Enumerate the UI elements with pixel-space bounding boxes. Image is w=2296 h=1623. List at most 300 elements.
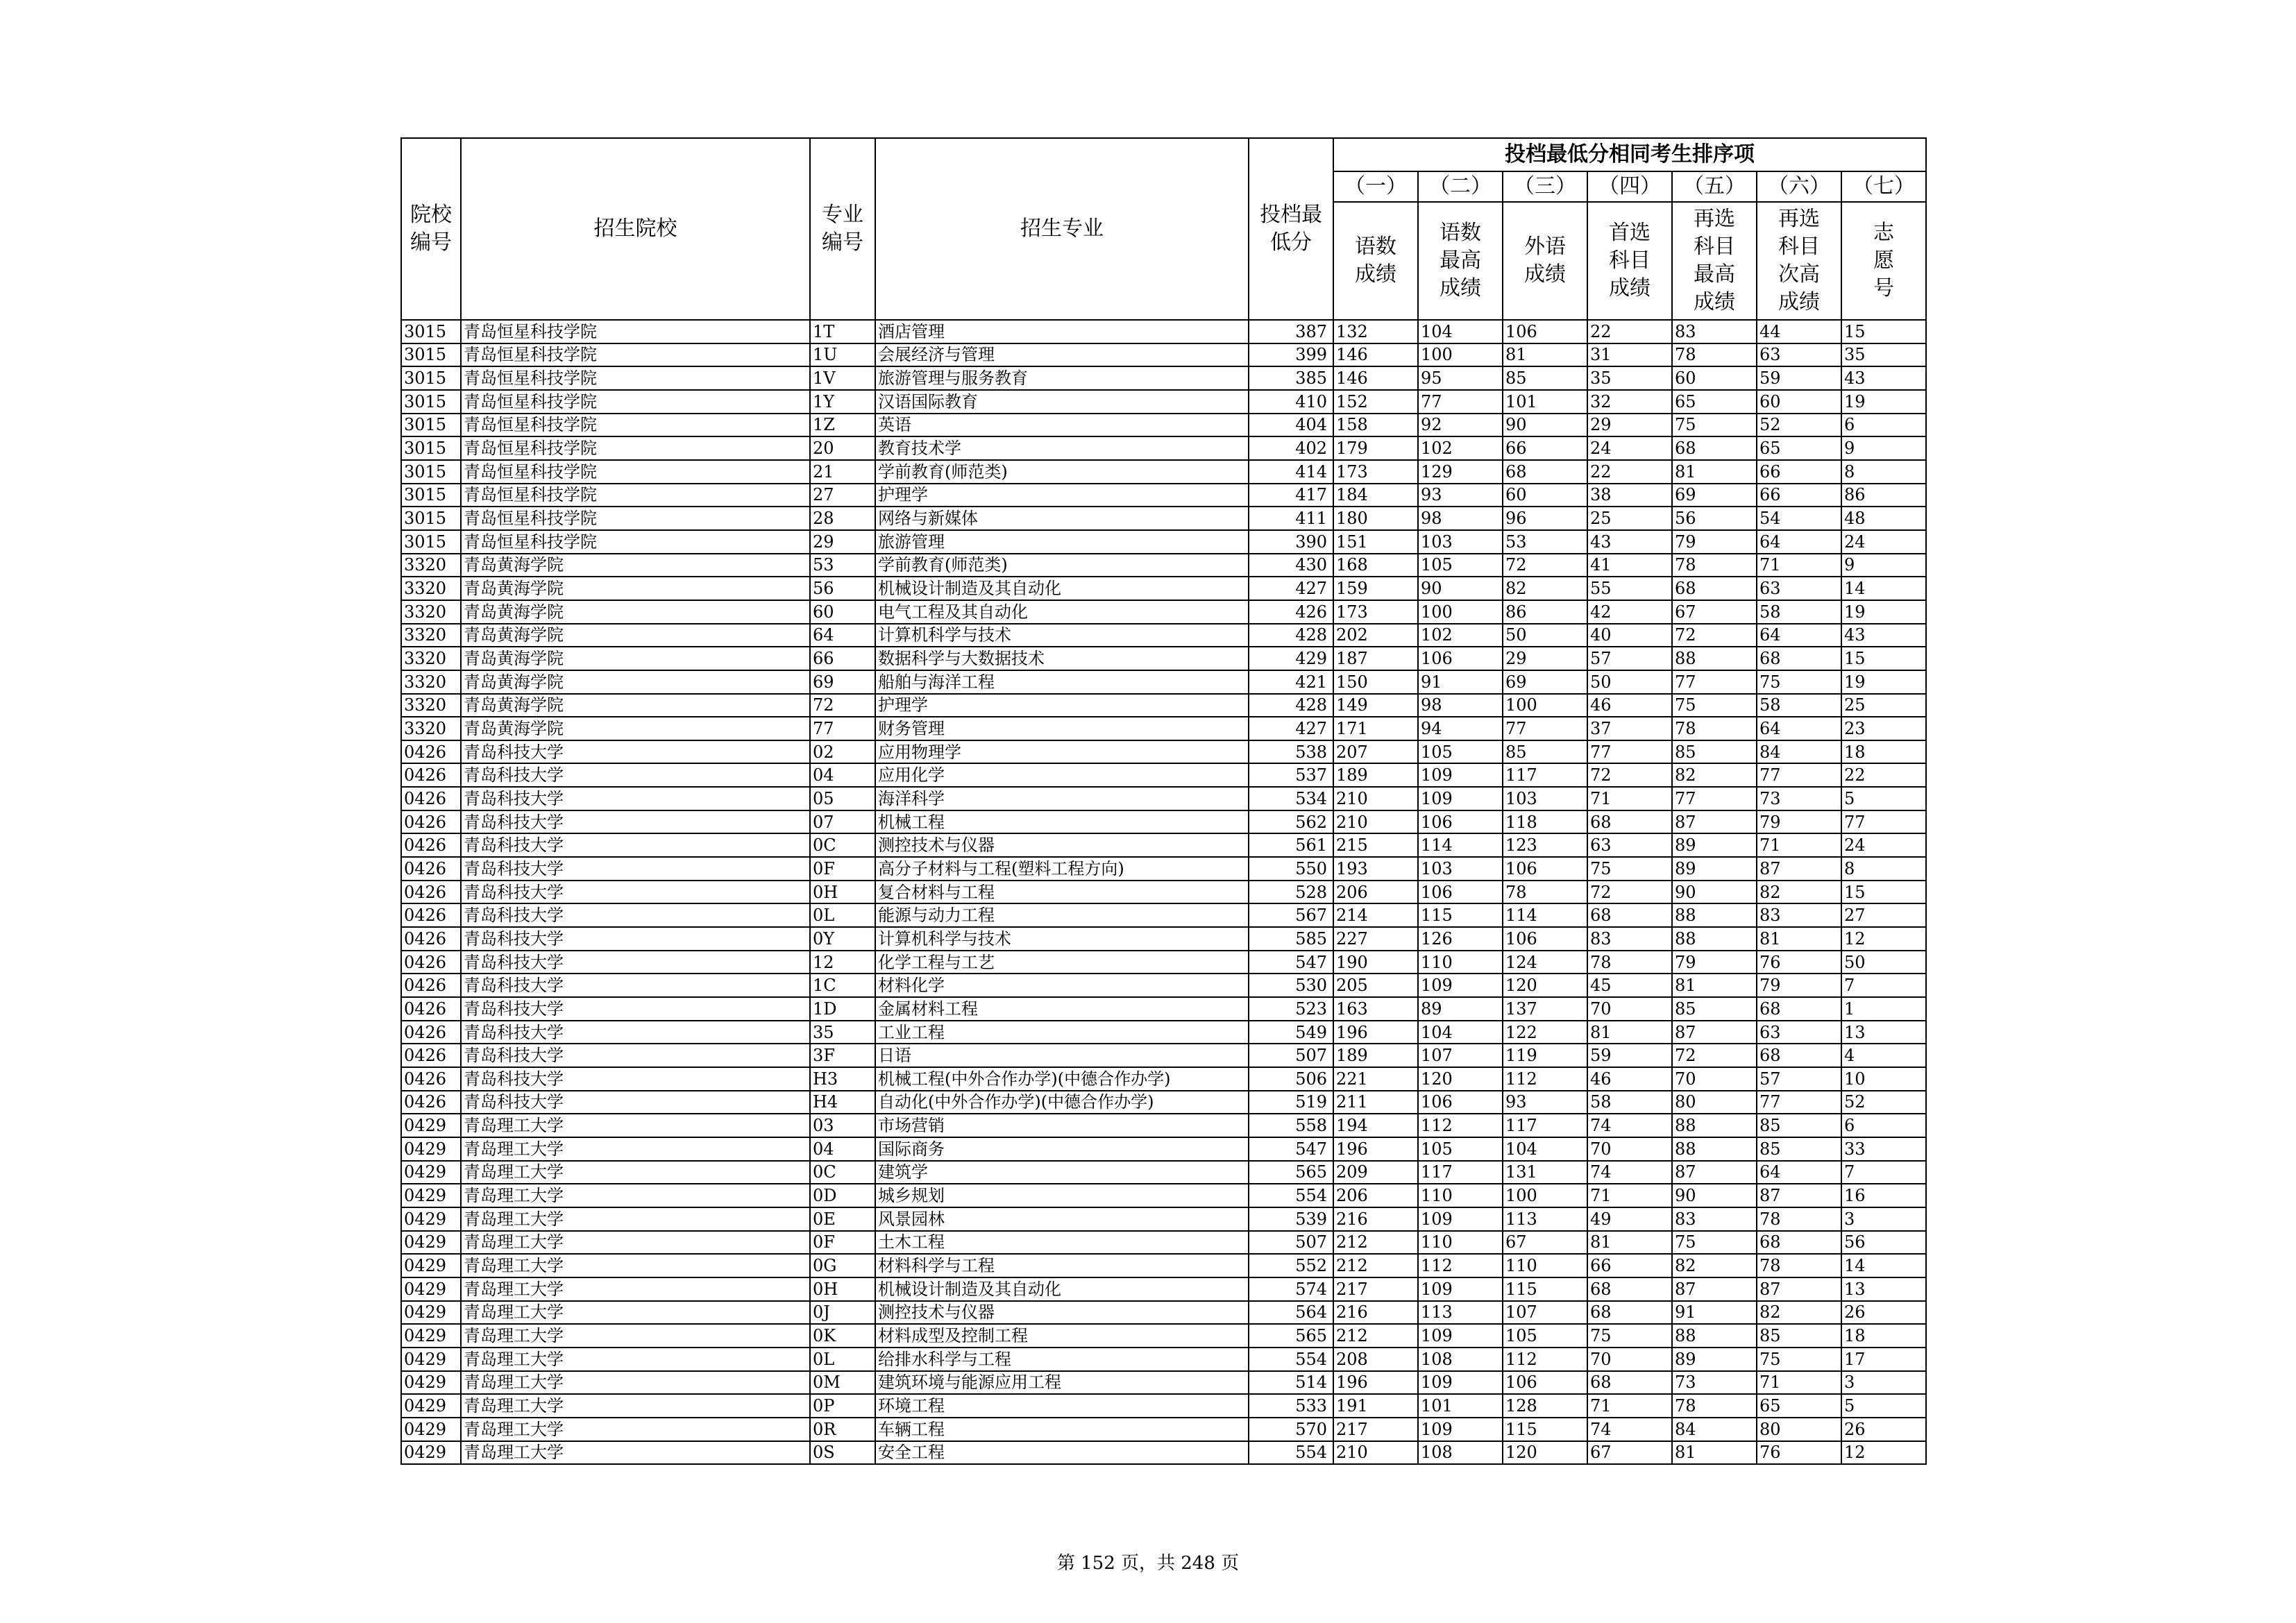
cell-foreign-language-score: 119: [1503, 1044, 1587, 1067]
cell-chinese-math-max: 104: [1418, 1021, 1503, 1044]
cell-min-score: 533: [1249, 1394, 1333, 1418]
cell-school-code: 0426: [401, 927, 461, 951]
header-sort-item-2: 语数最高成绩: [1418, 202, 1503, 320]
cell-first-subject-score: 37: [1587, 717, 1672, 740]
cell-first-subject-score: 70: [1587, 1137, 1672, 1161]
cell-elective-second-score: 83: [1757, 903, 1841, 927]
table-row: [401, 857, 1926, 881]
cell-elective-second-score: 75: [1757, 670, 1841, 694]
cell-major-name: 金属材料工程: [875, 997, 1249, 1021]
cell-school-code: 0426: [401, 1067, 461, 1091]
cell-min-score: 585: [1249, 927, 1333, 951]
cell-major-code: 56: [810, 577, 875, 600]
cell-chinese-math-score: 210: [1333, 787, 1418, 810]
cell-major-name: 复合材料与工程: [875, 881, 1249, 904]
cell-elective-second-score: 87: [1757, 1277, 1841, 1301]
cell-school-name: 青岛理工大学: [461, 1418, 810, 1441]
cell-min-score: 428: [1249, 694, 1333, 717]
cell-preference-number: 14: [1841, 577, 1926, 600]
cell-major-code: 04: [810, 763, 875, 787]
cell-major-code: 77: [810, 717, 875, 740]
cell-elective-max-score: 82: [1672, 1254, 1757, 1277]
cell-elective-second-score: 68: [1757, 997, 1841, 1021]
cell-foreign-language-score: 100: [1503, 694, 1587, 717]
cell-foreign-language-score: 115: [1503, 1277, 1587, 1301]
cell-school-code: 0429: [401, 1418, 461, 1441]
cell-school-name: 青岛恒星科技学院: [461, 414, 810, 437]
cell-school-name: 青岛理工大学: [461, 1441, 810, 1465]
cell-elective-max-score: 85: [1672, 740, 1757, 764]
cell-preference-number: 7: [1841, 974, 1926, 997]
cell-chinese-math-max: 104: [1418, 320, 1503, 343]
cell-chinese-math-max: 90: [1418, 577, 1503, 600]
cell-chinese-math-max: 98: [1418, 507, 1503, 530]
cell-major-name: 旅游管理与服务教育: [875, 366, 1249, 390]
cell-elective-second-score: 63: [1757, 343, 1841, 367]
cell-chinese-math-max: 105: [1418, 740, 1503, 764]
cell-elective-second-score: 79: [1757, 974, 1841, 997]
cell-chinese-math-score: 227: [1333, 927, 1418, 951]
cell-chinese-math-score: 202: [1333, 624, 1418, 647]
cell-major-code: 27: [810, 484, 875, 507]
cell-chinese-math-max: 110: [1418, 1184, 1503, 1207]
table-row: [401, 320, 1926, 343]
cell-major-code: 1Z: [810, 414, 875, 437]
cell-min-score: 426: [1249, 600, 1333, 624]
header-order-2: （二）: [1418, 171, 1503, 202]
table-row: [401, 647, 1926, 670]
cell-min-score: 530: [1249, 974, 1333, 997]
cell-chinese-math-score: 149: [1333, 694, 1418, 717]
cell-elective-max-score: 69: [1672, 484, 1757, 507]
cell-school-name: 青岛恒星科技学院: [461, 436, 810, 460]
cell-preference-number: 43: [1841, 624, 1926, 647]
cell-school-code: 3015: [401, 484, 461, 507]
cell-chinese-math-max: 98: [1418, 694, 1503, 717]
cell-chinese-math-max: 109: [1418, 1277, 1503, 1301]
cell-min-score: 537: [1249, 763, 1333, 787]
cell-chinese-math-score: 159: [1333, 577, 1418, 600]
cell-school-code: 0426: [401, 974, 461, 997]
cell-chinese-math-score: 212: [1333, 1324, 1418, 1348]
cell-school-name: 青岛科技大学: [461, 763, 810, 787]
cell-first-subject-score: 81: [1587, 1231, 1672, 1255]
cell-elective-max-score: 79: [1672, 530, 1757, 554]
cell-first-subject-score: 50: [1587, 670, 1672, 694]
cell-elective-second-score: 71: [1757, 1371, 1841, 1395]
cell-chinese-math-max: 129: [1418, 460, 1503, 484]
cell-major-name: 安全工程: [875, 1441, 1249, 1465]
cell-preference-number: 33: [1841, 1137, 1926, 1161]
cell-major-name: 化学工程与工艺: [875, 951, 1249, 974]
cell-preference-number: 15: [1841, 647, 1926, 670]
cell-foreign-language-score: 122: [1503, 1021, 1587, 1044]
cell-elective-second-score: 85: [1757, 1114, 1841, 1137]
page-footer: 第 152 页，共 248 页: [1056, 1553, 1240, 1574]
cell-school-name: 青岛黄海学院: [461, 694, 810, 717]
cell-school-code: 3015: [401, 507, 461, 530]
table-row: [401, 997, 1926, 1021]
cell-preference-number: 19: [1841, 390, 1926, 414]
cell-min-score: 507: [1249, 1231, 1333, 1255]
cell-chinese-math-score: 163: [1333, 997, 1418, 1021]
cell-foreign-language-score: 120: [1503, 974, 1587, 997]
cell-chinese-math-max: 103: [1418, 530, 1503, 554]
cell-preference-number: 27: [1841, 903, 1926, 927]
cell-foreign-language-score: 128: [1503, 1394, 1587, 1418]
cell-major-name: 旅游管理: [875, 530, 1249, 554]
table-row: [401, 484, 1926, 507]
cell-elective-second-score: 63: [1757, 577, 1841, 600]
cell-min-score: 565: [1249, 1161, 1333, 1184]
cell-chinese-math-max: 108: [1418, 1441, 1503, 1465]
cell-major-code: 0E: [810, 1207, 875, 1231]
cell-school-code: 3015: [401, 366, 461, 390]
cell-preference-number: 26: [1841, 1301, 1926, 1325]
cell-major-name: 酒店管理: [875, 320, 1249, 343]
cell-chinese-math-score: 189: [1333, 1044, 1418, 1067]
cell-major-code: 21: [810, 460, 875, 484]
header-school-code: 院校编号: [401, 138, 461, 320]
cell-school-name: 青岛黄海学院: [461, 577, 810, 600]
cell-major-name: 汉语国际教育: [875, 390, 1249, 414]
cell-elective-second-score: 79: [1757, 810, 1841, 834]
cell-first-subject-score: 83: [1587, 927, 1672, 951]
cell-first-subject-score: 32: [1587, 390, 1672, 414]
cell-first-subject-score: 72: [1587, 763, 1672, 787]
cell-foreign-language-score: 106: [1503, 927, 1587, 951]
cell-chinese-math-max: 110: [1418, 951, 1503, 974]
cell-elective-max-score: 65: [1672, 390, 1757, 414]
cell-min-score: 404: [1249, 414, 1333, 437]
table-row: [401, 694, 1926, 717]
cell-chinese-math-max: 101: [1418, 1394, 1503, 1418]
cell-elective-second-score: 44: [1757, 320, 1841, 343]
cell-chinese-math-max: 110: [1418, 1231, 1503, 1255]
cell-min-score: 402: [1249, 436, 1333, 460]
cell-major-name: 电气工程及其自动化: [875, 600, 1249, 624]
cell-foreign-language-score: 66: [1503, 436, 1587, 460]
cell-first-subject-score: 63: [1587, 833, 1672, 857]
cell-school-code: 0429: [401, 1114, 461, 1137]
cell-school-code: 0429: [401, 1348, 461, 1371]
cell-school-code: 0429: [401, 1301, 461, 1325]
cell-school-name: 青岛理工大学: [461, 1324, 810, 1348]
cell-chinese-math-max: 100: [1418, 343, 1503, 367]
cell-major-code: 0K: [810, 1324, 875, 1348]
cell-major-name: 学前教育(师范类): [875, 460, 1249, 484]
cell-foreign-language-score: 103: [1503, 787, 1587, 810]
cell-major-name: 海洋科学: [875, 787, 1249, 810]
cell-major-name: 工业工程: [875, 1021, 1249, 1044]
cell-first-subject-score: 72: [1587, 881, 1672, 904]
cell-school-name: 青岛科技大学: [461, 927, 810, 951]
cell-chinese-math-score: 194: [1333, 1114, 1418, 1137]
table-row: [401, 763, 1926, 787]
header-sort-item-4: 首选科目成绩: [1587, 202, 1672, 320]
table-row: [401, 810, 1926, 834]
cell-major-code: 0D: [810, 1184, 875, 1207]
cell-elective-max-score: 87: [1672, 1161, 1757, 1184]
cell-chinese-math-score: 209: [1333, 1161, 1418, 1184]
cell-elective-second-score: 78: [1757, 1254, 1841, 1277]
cell-major-name: 车辆工程: [875, 1418, 1249, 1441]
cell-major-name: 环境工程: [875, 1394, 1249, 1418]
cell-major-name: 应用物理学: [875, 740, 1249, 764]
cell-school-code: 0426: [401, 833, 461, 857]
cell-min-score: 554: [1249, 1184, 1333, 1207]
cell-min-score: 567: [1249, 903, 1333, 927]
table-row: [401, 1254, 1926, 1277]
cell-foreign-language-score: 110: [1503, 1254, 1587, 1277]
cell-first-subject-score: 24: [1587, 436, 1672, 460]
cell-major-name: 英语: [875, 414, 1249, 437]
cell-first-subject-score: 81: [1587, 1021, 1672, 1044]
cell-first-subject-score: 46: [1587, 694, 1672, 717]
cell-major-code: 02: [810, 740, 875, 764]
cell-elective-max-score: 81: [1672, 974, 1757, 997]
cell-school-name: 青岛黄海学院: [461, 624, 810, 647]
cell-elective-max-score: 90: [1672, 881, 1757, 904]
cell-min-score: 399: [1249, 343, 1333, 367]
cell-preference-number: 6: [1841, 414, 1926, 437]
cell-major-code: 53: [810, 554, 875, 577]
cell-school-name: 青岛理工大学: [461, 1371, 810, 1395]
table-row: [401, 1324, 1926, 1348]
cell-foreign-language-score: 100: [1503, 1184, 1587, 1207]
cell-chinese-math-score: 168: [1333, 554, 1418, 577]
cell-foreign-language-score: 118: [1503, 810, 1587, 834]
cell-chinese-math-max: 114: [1418, 833, 1503, 857]
cell-elective-max-score: 78: [1672, 1394, 1757, 1418]
cell-min-score: 514: [1249, 1371, 1333, 1395]
cell-major-code: 07: [810, 810, 875, 834]
table-body: [401, 320, 1926, 1464]
cell-min-score: 550: [1249, 857, 1333, 881]
cell-school-name: 青岛科技大学: [461, 903, 810, 927]
cell-min-score: 534: [1249, 787, 1333, 810]
cell-first-subject-score: 66: [1587, 1254, 1672, 1277]
cell-preference-number: 7: [1841, 1161, 1926, 1184]
cell-chinese-math-score: 216: [1333, 1301, 1418, 1325]
cell-min-score: 574: [1249, 1277, 1333, 1301]
cell-min-score: 429: [1249, 647, 1333, 670]
cell-foreign-language-score: 29: [1503, 647, 1587, 670]
cell-elective-max-score: 78: [1672, 343, 1757, 367]
cell-elective-second-score: 73: [1757, 787, 1841, 810]
cell-elective-second-score: 71: [1757, 833, 1841, 857]
cell-elective-max-score: 72: [1672, 624, 1757, 647]
cell-min-score: 547: [1249, 951, 1333, 974]
cell-elective-max-score: 88: [1672, 927, 1757, 951]
cell-foreign-language-score: 85: [1503, 740, 1587, 764]
cell-elective-max-score: 84: [1672, 1418, 1757, 1441]
cell-school-code: 3015: [401, 320, 461, 343]
table-row: [401, 343, 1926, 367]
cell-school-name: 青岛恒星科技学院: [461, 320, 810, 343]
cell-first-subject-score: 75: [1587, 1324, 1672, 1348]
cell-preference-number: 86: [1841, 484, 1926, 507]
cell-elective-max-score: 89: [1672, 1348, 1757, 1371]
cell-major-name: 国际商务: [875, 1137, 1249, 1161]
cell-foreign-language-score: 112: [1503, 1067, 1587, 1091]
cell-foreign-language-score: 96: [1503, 507, 1587, 530]
cell-chinese-math-max: 109: [1418, 763, 1503, 787]
cell-preference-number: 18: [1841, 740, 1926, 764]
cell-chinese-math-max: 102: [1418, 436, 1503, 460]
table-row: [401, 951, 1926, 974]
cell-elective-second-score: 64: [1757, 530, 1841, 554]
cell-min-score: 506: [1249, 1067, 1333, 1091]
table-row: [401, 1418, 1926, 1441]
table-row: [401, 833, 1926, 857]
cell-first-subject-score: 22: [1587, 320, 1672, 343]
cell-major-code: 1T: [810, 320, 875, 343]
cell-school-code: 3015: [401, 530, 461, 554]
cell-foreign-language-score: 53: [1503, 530, 1587, 554]
table-row: [401, 624, 1926, 647]
cell-elective-max-score: 78: [1672, 717, 1757, 740]
cell-major-code: 0S: [810, 1441, 875, 1465]
cell-school-name: 青岛理工大学: [461, 1137, 810, 1161]
cell-preference-number: 23: [1841, 717, 1926, 740]
cell-first-subject-score: 59: [1587, 1044, 1672, 1067]
cell-first-subject-score: 46: [1587, 1067, 1672, 1091]
header-sort-item-7: 志愿号: [1841, 202, 1926, 320]
cell-school-name: 青岛理工大学: [461, 1207, 810, 1231]
table-row: [401, 1044, 1926, 1067]
cell-first-subject-score: 35: [1587, 366, 1672, 390]
cell-foreign-language-score: 112: [1503, 1348, 1587, 1371]
cell-chinese-math-max: 108: [1418, 1348, 1503, 1371]
cell-preference-number: 5: [1841, 787, 1926, 810]
cell-chinese-math-max: 109: [1418, 1324, 1503, 1348]
cell-foreign-language-score: 123: [1503, 833, 1587, 857]
header-order-1: （一）: [1333, 171, 1418, 202]
table-row: [401, 670, 1926, 694]
cell-school-name: 青岛恒星科技学院: [461, 530, 810, 554]
cell-min-score: 554: [1249, 1348, 1333, 1371]
cell-elective-max-score: 87: [1672, 1277, 1757, 1301]
cell-chinese-math-max: 94: [1418, 717, 1503, 740]
cell-preference-number: 5: [1841, 1394, 1926, 1418]
cell-preference-number: 50: [1841, 951, 1926, 974]
cell-major-code: 66: [810, 647, 875, 670]
cell-school-code: 0429: [401, 1184, 461, 1207]
cell-chinese-math-score: 210: [1333, 810, 1418, 834]
cell-school-code: 0426: [401, 1044, 461, 1067]
cell-chinese-math-max: 109: [1418, 974, 1503, 997]
cell-major-name: 城乡规划: [875, 1184, 1249, 1207]
cell-first-subject-score: 41: [1587, 554, 1672, 577]
cell-elective-second-score: 85: [1757, 1324, 1841, 1348]
cell-preference-number: 43: [1841, 366, 1926, 390]
cell-chinese-math-score: 221: [1333, 1067, 1418, 1091]
table-row: [401, 577, 1926, 600]
cell-elective-second-score: 54: [1757, 507, 1841, 530]
cell-first-subject-score: 71: [1587, 1184, 1672, 1207]
cell-chinese-math-max: 106: [1418, 881, 1503, 904]
cell-elective-max-score: 77: [1672, 787, 1757, 810]
cell-school-code: 0429: [401, 1231, 461, 1255]
cell-elective-max-score: 73: [1672, 1371, 1757, 1395]
cell-first-subject-score: 45: [1587, 974, 1672, 997]
cell-school-name: 青岛科技大学: [461, 1044, 810, 1067]
cell-school-name: 青岛科技大学: [461, 857, 810, 881]
cell-min-score: 561: [1249, 833, 1333, 857]
cell-chinese-math-max: 100: [1418, 600, 1503, 624]
cell-first-subject-score: 78: [1587, 951, 1672, 974]
table-row: [401, 1231, 1926, 1255]
cell-elective-second-score: 60: [1757, 390, 1841, 414]
cell-major-name: 材料成型及控制工程: [875, 1324, 1249, 1348]
header-major-code: 专业编号: [810, 138, 875, 320]
cell-major-name: 测控技术与仪器: [875, 1301, 1249, 1325]
cell-first-subject-score: 38: [1587, 484, 1672, 507]
cell-school-code: 3015: [401, 460, 461, 484]
cell-chinese-math-max: 106: [1418, 810, 1503, 834]
table-row: [401, 787, 1926, 810]
cell-chinese-math-max: 92: [1418, 414, 1503, 437]
cell-min-score: 410: [1249, 390, 1333, 414]
cell-min-score: 562: [1249, 810, 1333, 834]
cell-chinese-math-score: 180: [1333, 507, 1418, 530]
cell-chinese-math-score: 214: [1333, 903, 1418, 927]
cell-major-name: 计算机科学与技术: [875, 927, 1249, 951]
cell-preference-number: 15: [1841, 320, 1926, 343]
table-row: [401, 1161, 1926, 1184]
cell-school-name: 青岛黄海学院: [461, 600, 810, 624]
table-row: [401, 927, 1926, 951]
cell-first-subject-score: 70: [1587, 997, 1672, 1021]
cell-elective-max-score: 75: [1672, 694, 1757, 717]
cell-major-name: 机械工程(中外合作办学)(中德合作办学): [875, 1067, 1249, 1091]
cell-major-name: 日语: [875, 1044, 1249, 1067]
cell-elective-max-score: 56: [1672, 507, 1757, 530]
table-row: [401, 903, 1926, 927]
table-row: [401, 436, 1926, 460]
cell-major-code: 0M: [810, 1371, 875, 1395]
cell-elective-second-score: 64: [1757, 717, 1841, 740]
cell-major-name: 机械设计制造及其自动化: [875, 577, 1249, 600]
cell-chinese-math-max: 109: [1418, 1371, 1503, 1395]
cell-foreign-language-score: 106: [1503, 857, 1587, 881]
cell-school-code: 3015: [401, 343, 461, 367]
cell-chinese-math-score: 152: [1333, 390, 1418, 414]
cell-foreign-language-score: 106: [1503, 1371, 1587, 1395]
cell-min-score: 570: [1249, 1418, 1333, 1441]
cell-major-name: 土木工程: [875, 1231, 1249, 1255]
header-order-5: （五）: [1672, 171, 1757, 202]
cell-major-code: 0F: [810, 857, 875, 881]
cell-major-name: 应用化学: [875, 763, 1249, 787]
cell-major-code: 0Y: [810, 927, 875, 951]
cell-foreign-language-score: 81: [1503, 343, 1587, 367]
cell-min-score: 507: [1249, 1044, 1333, 1067]
cell-major-name: 市场营销: [875, 1114, 1249, 1137]
cell-major-code: 05: [810, 787, 875, 810]
cell-chinese-math-max: 105: [1418, 554, 1503, 577]
cell-school-code: 0429: [401, 1207, 461, 1231]
cell-elective-max-score: 89: [1672, 833, 1757, 857]
cell-chinese-math-max: 95: [1418, 366, 1503, 390]
cell-school-name: 青岛理工大学: [461, 1301, 810, 1325]
cell-school-code: 0429: [401, 1277, 461, 1301]
cell-preference-number: 19: [1841, 670, 1926, 694]
cell-elective-second-score: 81: [1757, 927, 1841, 951]
cell-first-subject-score: 43: [1587, 530, 1672, 554]
cell-preference-number: 13: [1841, 1021, 1926, 1044]
